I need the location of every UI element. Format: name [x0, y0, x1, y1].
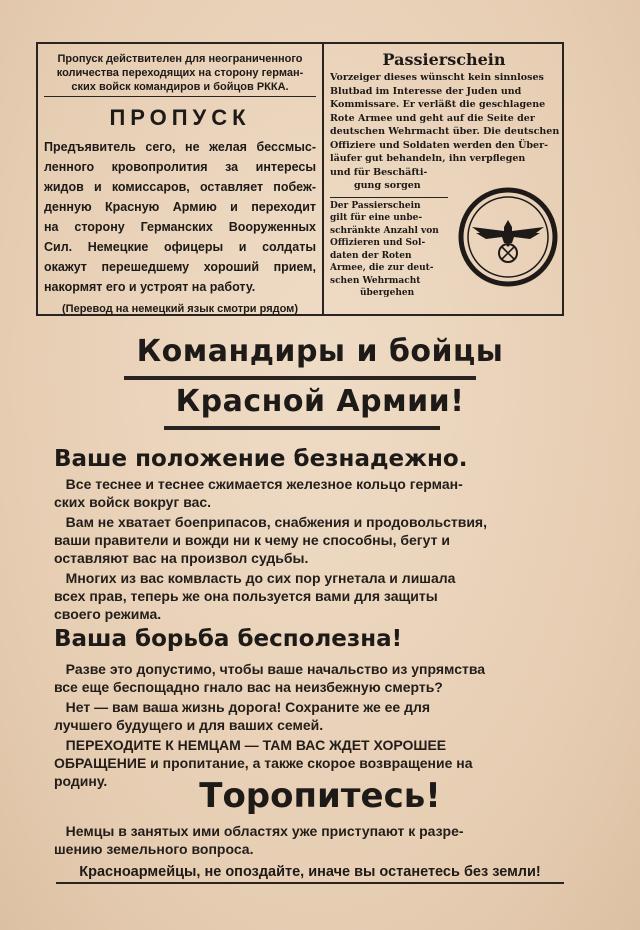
pass-ru-body-line: накормят его и устроят на работу.: [44, 280, 256, 294]
pass-ru-header-line: ских войск командиров и бойцов РККА.: [71, 81, 289, 93]
pass-ru-header-line: количества переходящих на сторону герман-: [56, 67, 304, 79]
headline-rule-1: [124, 376, 476, 380]
pass-de-lower-line: Offizieren und Sol-: [330, 238, 426, 248]
pass-german: [324, 44, 562, 314]
pass-de-body-line: Offiziere und Soldaten werden den Über-: [330, 139, 549, 151]
headline-rule-2: [164, 426, 440, 430]
pass-de-lower-line: gilt für eine unbe-: [330, 213, 423, 223]
section2-para3-line: ОБРАЩЕНИЕ и пропитание, а также скорое возвращение на: [54, 755, 473, 771]
pass-ru-body-line: денную Красную Армию и переходит: [44, 200, 316, 214]
section2-para3-line: ПЕРЕХОДИТЕ К НЕМЦАМ — ТАМ ВАС ЖДЕТ ХОРОШЕЕ: [54, 737, 447, 753]
section2-para1-line: Разве это допустимо, чтобы ваше начальство из упрямства: [54, 661, 486, 677]
pass-de-body: [330, 71, 558, 193]
section1-para1-line: ских войск вокруг вас.: [54, 494, 212, 510]
eagle-emblem-icon: [458, 187, 558, 287]
pass-de-body-line: gung sorgen: [354, 180, 421, 191]
pass-ru-title: ПРОПУСК: [109, 105, 251, 130]
pass-ru-body: [44, 137, 316, 297]
pass-de-lower-line: schen Wehrmacht: [330, 275, 421, 286]
pass-ru-body-line: ленного кровопролития за интересы: [44, 160, 316, 174]
section1-heading: Ваше положение безнадежно.: [54, 446, 468, 472]
section1-para1-line: Все теснее и теснее сжимается железное кольцо герман-: [54, 476, 463, 492]
pass-de-lower-line: schränkte Anzahl von: [330, 225, 439, 236]
pass-de-body-line: deutschen Wehrmacht über. Die deutschen: [330, 126, 560, 137]
pass-box: [36, 42, 564, 316]
pass-de-body-line: und für Beschäfti-: [330, 166, 428, 178]
pass-de-lower: [330, 197, 558, 300]
section2-para2-line: Нет — вам ваша жизнь дорога! Сохраните же ее для: [54, 699, 431, 715]
pass-de-lower-text: [330, 197, 448, 300]
closing-para-line: Немцы в занятых ими областях уже приступают к разре-: [54, 823, 464, 839]
pass-ru-footer: (Перевод на немецкий язык смотри рядом): [62, 303, 298, 315]
section1-para2-line: ваши правители и вожди ни к чему не способны, бегут и: [54, 532, 450, 548]
headline-line-2: Красной Армии!: [175, 384, 465, 419]
closing-para-line: шению земельного вопроса.: [54, 841, 254, 857]
section1-para3-line: своего режима.: [54, 606, 162, 622]
pass-ru-body-line: окажут перешедшему хороший прием,: [44, 260, 316, 274]
pass-de-title: Passierschein: [382, 50, 506, 69]
closing-heading: Торопитесь!: [199, 776, 441, 816]
pass-de-lower-line: übergehen: [360, 288, 415, 298]
pass-russian: [38, 44, 324, 314]
pass-de-body-line: läufer gut behandeln, ihn verpflegen: [330, 153, 526, 164]
closing-footer: Красноармейцы, не опоздайте, иначе вы останетесь без земли!: [56, 864, 564, 884]
pass-de-body-line: Blutbad im Interesse der Juden und: [330, 85, 522, 97]
section2-para3-line: родину.: [54, 773, 108, 789]
pass-de-body-line: Kommissare. Er verläßt die geschlagene: [330, 99, 546, 110]
pass-de-lower-line: daten der Roten: [330, 250, 412, 261]
section1-para3-line: всех прав, теперь же она пользуется вами для защиты: [54, 588, 438, 604]
section2-para1: [54, 660, 558, 696]
section2-para2: [54, 698, 558, 734]
section1-para1: [54, 475, 558, 511]
pass-ru-body-line: на сторону Германских Вооруженных: [44, 220, 316, 234]
pass-ru-header-line: Пропуск действителен для неограниченного: [57, 53, 303, 65]
section1-para2-line: Вам не хватает боеприпасов, снабжения и продовольствия,: [54, 514, 487, 530]
pass-de-lower-line: Armee, die zur deut-: [330, 263, 434, 273]
pass-ru-header: [44, 52, 316, 97]
section2-para1-line: все еще беспощадно гнало вас на неизбежную смерть?: [54, 679, 443, 695]
section1-para2: [54, 513, 558, 567]
closing-para: [54, 822, 558, 858]
section2-para2-line: лучшего будущего и для ваших семей.: [54, 717, 324, 733]
pass-ru-body-line: Предъявитель сего, не желая бессмыс-: [44, 140, 316, 154]
pass-de-body-line: Vorzeiger dieses wünscht kein sinnloses: [330, 72, 544, 83]
section2-heading: Ваша борьба бесполезна!: [54, 626, 403, 652]
pass-de-lower-line: Der Passierschein: [330, 200, 421, 211]
section1-para3: [54, 569, 558, 623]
section1-para2-line: оставляют вас на произвол судьбы.: [54, 550, 309, 566]
pass-ru-body-line: Сил. Немецкие офицеры и солдаты: [44, 240, 316, 254]
headline-line-1: Командиры и бойцы: [136, 334, 504, 369]
pass-ru-body-line: жидов и комиссаров, оставляет побеж-: [44, 180, 316, 194]
pass-de-body-line: Rote Armee und geht auf die Seite der: [330, 112, 535, 124]
section1-para3-line: Многих из вас комвласть до сих пор угнетала и лишала: [54, 570, 456, 586]
